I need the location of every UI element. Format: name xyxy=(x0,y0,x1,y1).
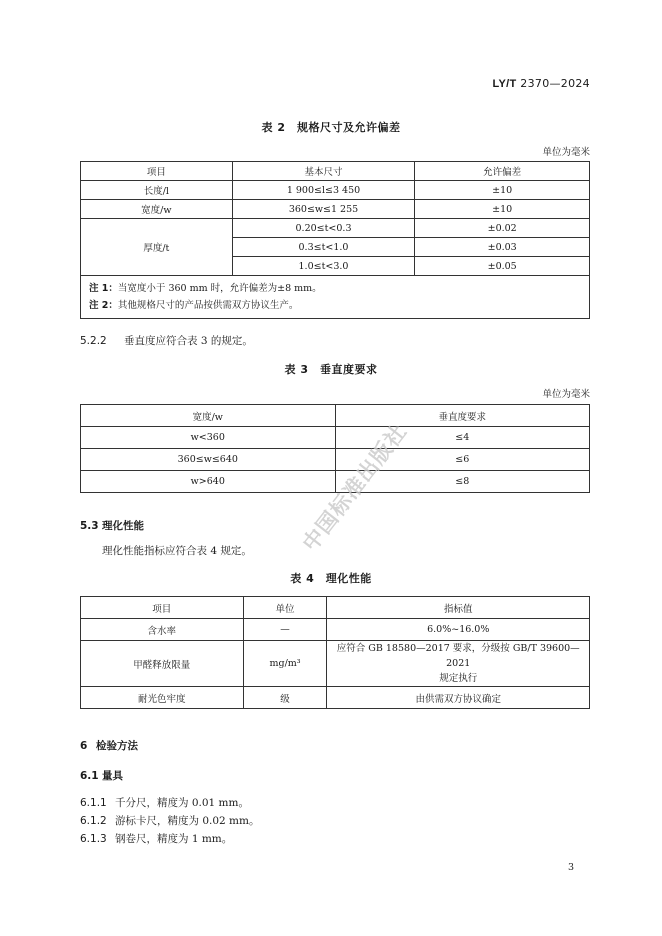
list-item xyxy=(80,795,249,810)
requirement-cell: ≤6 xyxy=(335,449,589,471)
list-item xyxy=(80,831,232,846)
size-cell: 0.3≤t<1.0 xyxy=(232,238,415,257)
standard-code-prefix: LY/T xyxy=(492,78,517,90)
note-1 xyxy=(89,280,581,297)
table2-unit: 单位为毫米 xyxy=(542,147,590,158)
section-title: 理化性能 xyxy=(102,520,144,532)
item-cell: 甲醛释放限量 xyxy=(81,641,244,687)
header-cell: 基本尺寸 xyxy=(232,162,415,181)
item-cell: 含水率 xyxy=(81,619,244,641)
note-1-text: 当宽度小于 360 mm 时，允许偏差为±8 mm。 xyxy=(117,283,322,294)
row-label: 长度/l xyxy=(81,181,233,200)
standard-code-number: 2370—2024 xyxy=(520,77,590,90)
table4 xyxy=(80,596,590,709)
note-2-text: 其他规格尺寸的产品按供需双方协议生产。 xyxy=(117,300,299,311)
table4-caption: 表 4 理化性能 xyxy=(290,572,372,585)
row-label: 厚度/t xyxy=(81,219,233,276)
tolerance-cell: ±10 xyxy=(415,181,590,200)
item-number: 6.1.3 xyxy=(80,833,107,845)
table-row xyxy=(81,687,590,709)
table3-unit: 单位为毫米 xyxy=(542,389,590,400)
row-label: 宽度/w xyxy=(81,200,233,219)
section-title: 量具 xyxy=(102,770,123,782)
list-item xyxy=(80,813,259,828)
size-cell: 360≤w≤1 255 xyxy=(232,200,415,219)
clause-text: 垂直度应符合表 3 的规定。 xyxy=(124,335,253,347)
header-cell: 项目 xyxy=(81,162,233,181)
table-row xyxy=(81,619,590,641)
header-cell: 项目 xyxy=(81,597,244,619)
width-cell: w>640 xyxy=(81,471,336,493)
requirement-cell: ≤4 xyxy=(335,427,589,449)
clause-5-2-2 xyxy=(80,333,253,348)
header-cell: 允许偏差 xyxy=(415,162,590,181)
unit-cell: mg/m³ xyxy=(243,641,327,687)
size-cell: 0.20≤t<0.3 xyxy=(232,219,415,238)
page-number: 3 xyxy=(567,862,574,873)
header-cell: 垂直度要求 xyxy=(335,405,589,427)
unit-cell: 级 xyxy=(243,687,327,709)
size-cell: 1 900≤l≤3 450 xyxy=(232,181,415,200)
section-6-1-heading xyxy=(80,768,123,783)
item-text: 千分尺，精度为 0.01 mm。 xyxy=(115,797,249,809)
tolerance-cell: ±0.02 xyxy=(415,219,590,238)
section-5-3-text: 理化性能指标应符合表 4 规定。 xyxy=(102,545,252,557)
watermark-text: 中国标准出版社 xyxy=(297,419,412,556)
note-1-label: 注 1： xyxy=(89,283,118,294)
tolerance-cell: ±0.03 xyxy=(415,238,590,257)
note-2 xyxy=(89,297,581,314)
value-line: 规定执行 xyxy=(439,673,478,684)
width-cell: w<360 xyxy=(81,427,336,449)
table-notes-row xyxy=(81,276,590,319)
watermark xyxy=(282,408,432,558)
section-6-heading xyxy=(80,738,138,753)
item-text: 钢卷尺，精度为 1 mm。 xyxy=(115,833,233,845)
section-number: 5.3 xyxy=(80,520,99,532)
item-cell: 耐光色牢度 xyxy=(81,687,244,709)
width-cell: 360≤w≤640 xyxy=(81,449,336,471)
header-cell: 单位 xyxy=(243,597,327,619)
item-text: 游标卡尺，精度为 0.02 mm。 xyxy=(115,815,260,827)
size-cell: 1.0≤t<3.0 xyxy=(232,257,415,276)
table-row xyxy=(81,200,590,219)
tolerance-cell: ±10 xyxy=(415,200,590,219)
note-2-label: 注 2： xyxy=(89,300,118,311)
value-cell: 6.0%~16.0% xyxy=(327,619,590,641)
table-notes xyxy=(81,276,590,319)
value-line: 应符合 GB 18580—2017 要求，分级按 GB/T 39600—2021 xyxy=(336,643,580,669)
value-cell xyxy=(327,641,590,687)
table2-caption: 表 2 规格尺寸及允许偏差 xyxy=(261,121,401,134)
clause-number: 5.2.2 xyxy=(80,335,107,347)
requirement-cell: ≤8 xyxy=(335,471,589,493)
header-cell: 指标值 xyxy=(327,597,590,619)
table-row xyxy=(81,641,590,687)
table-header-row xyxy=(81,597,590,619)
section-title: 检验方法 xyxy=(96,740,138,752)
tolerance-cell: ±0.05 xyxy=(415,257,590,276)
section-5-3-heading xyxy=(80,518,144,533)
table-row xyxy=(81,219,590,238)
table-header-row xyxy=(81,162,590,181)
table2 xyxy=(80,161,590,319)
item-number: 6.1.2 xyxy=(80,815,107,827)
standard-code xyxy=(492,77,590,90)
item-number: 6.1.1 xyxy=(80,797,107,809)
section-number: 6 xyxy=(80,740,88,752)
value-cell: 由供需双方协议确定 xyxy=(327,687,590,709)
table3-caption: 表 3 垂直度要求 xyxy=(284,363,378,376)
header-cell: 宽度/w xyxy=(81,405,336,427)
unit-cell: — xyxy=(243,619,327,641)
table-row xyxy=(81,181,590,200)
section-number: 6.1 xyxy=(80,770,99,782)
